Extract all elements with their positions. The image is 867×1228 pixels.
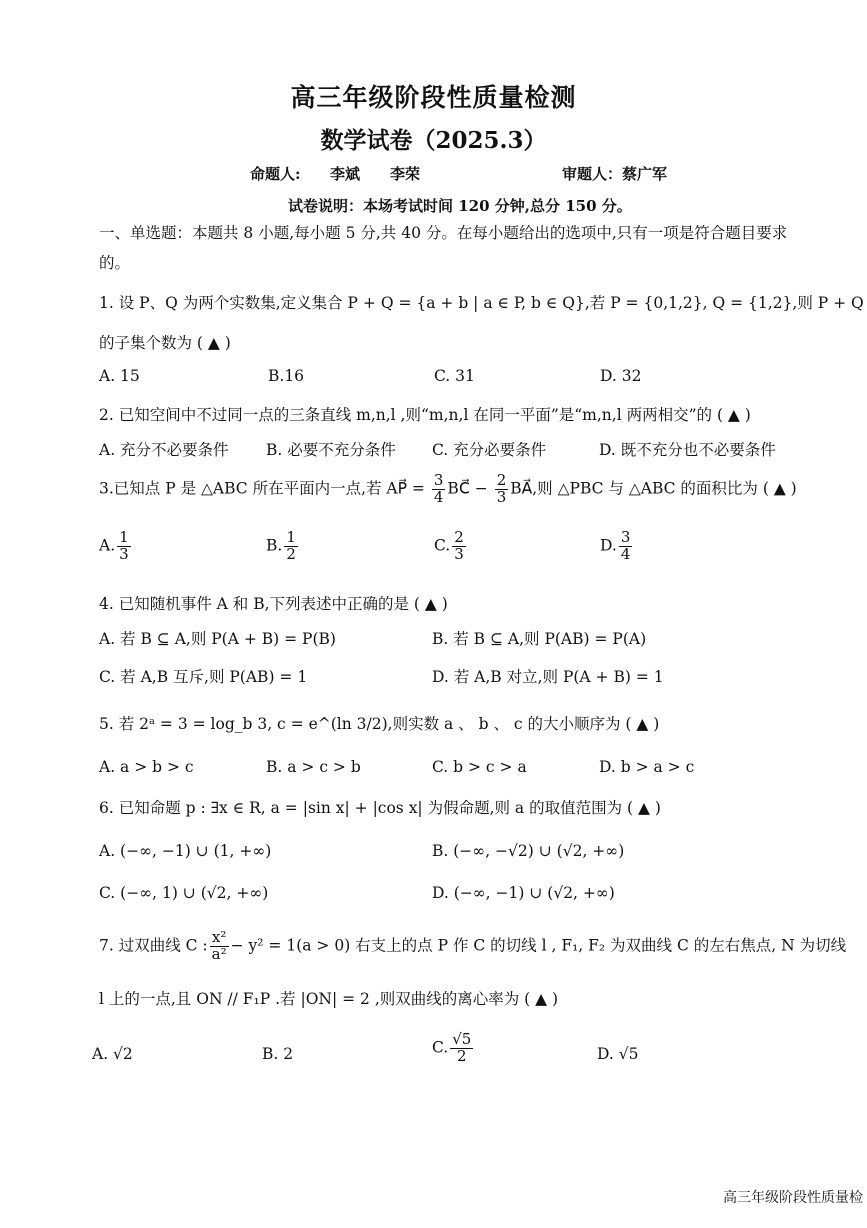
q7-frac-den: a² — [211, 944, 227, 963]
q7-c-den: 2 — [457, 1046, 467, 1065]
q7-option-c-label: C. — [432, 1038, 449, 1057]
q3-option-d-fraction — [619, 530, 633, 563]
q6-option-b: B. (−∞, −√2) ∪ (√2, +∞) — [432, 842, 625, 860]
q1-option-b: B.16 — [268, 367, 305, 385]
q4-option-d: D. 若 A,B 对立,则 P(A + B) = 1 — [432, 668, 664, 686]
q6-option-a: A. (−∞, −1) ∪ (1, +∞) — [99, 842, 272, 860]
q7-option-c-fraction — [450, 1032, 473, 1065]
q2-option-c: C. 充分必要条件 — [432, 441, 547, 459]
q1-stem-line2: 的子集个数为 ( ▲ ) — [99, 334, 231, 352]
page-footer: 高三年级阶段性质量检 — [723, 1190, 863, 1206]
q3-option-a — [99, 530, 133, 563]
q3-frac2-num: 2 — [496, 471, 507, 489]
q5-option-b: B. a > c > b — [266, 758, 361, 776]
q3-option-c-fraction — [452, 530, 466, 563]
q7-option-c — [432, 1032, 475, 1065]
q2-option-a: A. 充分不必要条件 — [99, 441, 229, 459]
q3-c-num: 2 — [454, 528, 464, 546]
q6-stem: 6. 已知命题 p : ∃x ∈ R, a = |sin x| + |cos x| 为假命题,则 a 的取值范围为 ( ▲ ) — [99, 799, 661, 817]
q7-stem-line1 — [99, 930, 846, 963]
q3-frac1-num: 3 — [433, 471, 444, 489]
q7-prefix: 7. 过双曲线 C : — [99, 936, 208, 955]
q3-b-den: 2 — [286, 544, 296, 563]
q7-rest: − y² = 1(a > 0) 右支上的点 P 作 C 的切线 l , F₁, F₂ 为双曲线 C 的左右焦点, N 为切线 — [230, 936, 847, 955]
q3-d-num: 3 — [620, 528, 631, 546]
reviewer: 审题人：蔡广军 — [562, 165, 668, 183]
exam-title: 高三年级阶段性质量检测 — [290, 83, 577, 112]
q7-stem-line2: l 上的一点,且 ON // F₁P .若 |ON| = 2 ,则双曲线的离心率为 ( ▲ ) — [99, 990, 559, 1008]
q3-d-den: 4 — [620, 544, 631, 563]
q5-stem: 5. 若 2ᵃ = 3 = log_b 3, c = e^(ln 3/2),则实数 a 、 b 、 c 的大小顺序为 ( ▲ ) — [99, 715, 660, 733]
q1-option-c: C. 31 — [434, 367, 475, 385]
q4-option-a: A. 若 B ⊆ A,则 P(A + B) = P(B) — [99, 630, 336, 648]
section-heading-line2: 的。 — [99, 254, 131, 272]
q3-option-b-fraction — [284, 530, 298, 563]
q3-stem-part1: 3.已知点 P 是 △ABC 所在平面内一点,若 AP⃗ = — [99, 479, 430, 498]
q3-stem — [99, 473, 797, 506]
q2-option-b: B. 必要不充分条件 — [266, 441, 396, 459]
q7-frac-num: x² — [210, 930, 229, 947]
authors-label: 命题人: — [250, 165, 301, 183]
q3-option-c-label: C. — [434, 536, 451, 555]
q4-stem: 4. 已知随机事件 A 和 B,下列表述中正确的是 ( ▲ ) — [99, 595, 448, 613]
exam-subtitle: 数学试卷（2025.3） — [320, 127, 547, 154]
q5-option-c: C. b > c > a — [432, 758, 527, 776]
q4-option-c: C. 若 A,B 互斥,则 P(AB) = 1 — [99, 668, 308, 686]
q6-option-d: D. (−∞, −1) ∪ (√2, +∞) — [432, 884, 615, 902]
q7-c-num: √5 — [452, 1030, 472, 1048]
q5-option-a: A. a > b > c — [99, 758, 194, 776]
q3-frac1-den: 4 — [433, 487, 444, 506]
q3-a-num: 1 — [119, 528, 129, 546]
q3-stem-part3: BA⃗,则 △PBC 与 △ABC 的面积比为 ( ▲ ) — [510, 479, 797, 498]
q3-stem-part2: BC⃗ − — [447, 479, 493, 498]
q7-fraction — [210, 930, 229, 963]
section-heading-line1: 一、单选题：本题共 8 小题,每小题 5 分,共 40 分。在每小题给出的选项中,只有一项是符合题目要求 — [99, 224, 788, 242]
q7-option-d: D. √5 — [597, 1045, 639, 1063]
q3-option-d — [600, 530, 634, 563]
q3-option-a-label: A. — [99, 536, 116, 555]
q3-option-b — [266, 530, 300, 563]
q1-option-a: A. 15 — [99, 367, 140, 385]
author-2: 李荣 — [390, 165, 421, 183]
q3-option-c — [434, 530, 468, 563]
q1-stem-line1: 1. 设 P、Q 为两个实数集,定义集合 P + Q = {a + b | a ∈ P, b ∈ Q},若 P = {0,1,2}, Q = {1,2},则 P + Q — [99, 294, 864, 312]
q3-fraction-1 — [432, 473, 446, 506]
q3-c-den: 3 — [454, 544, 464, 563]
instructions: 试卷说明：本场考试时间 120 分钟,总分 150 分。 — [288, 197, 632, 215]
q7-option-b: B. 2 — [262, 1045, 294, 1063]
q2-stem: 2. 已知空间中不过同一点的三条直线 m,n,l ,则“m,n,l 在同一平面”是“m,n,l 两两相交”的 ( ▲ ) — [99, 406, 751, 424]
q3-option-d-label: D. — [600, 536, 617, 555]
q3-option-a-fraction — [117, 530, 131, 563]
q1-option-d: D. 32 — [600, 367, 642, 385]
q5-option-d: D. b > a > c — [599, 758, 695, 776]
q2-option-d: D. 既不充分也不必要条件 — [599, 441, 776, 459]
q3-fraction-2 — [495, 473, 509, 506]
q4-option-b: B. 若 B ⊆ A,则 P(AB) = P(A) — [432, 630, 647, 648]
q7-option-a: A. √2 — [92, 1045, 133, 1063]
q3-frac2-den: 3 — [496, 487, 507, 506]
q3-a-den: 3 — [119, 544, 129, 563]
q3-b-num: 1 — [286, 528, 296, 546]
q6-option-c: C. (−∞, 1) ∪ (√2, +∞) — [99, 884, 269, 902]
author-1: 李斌 — [330, 165, 361, 183]
q3-option-b-label: B. — [266, 536, 283, 555]
